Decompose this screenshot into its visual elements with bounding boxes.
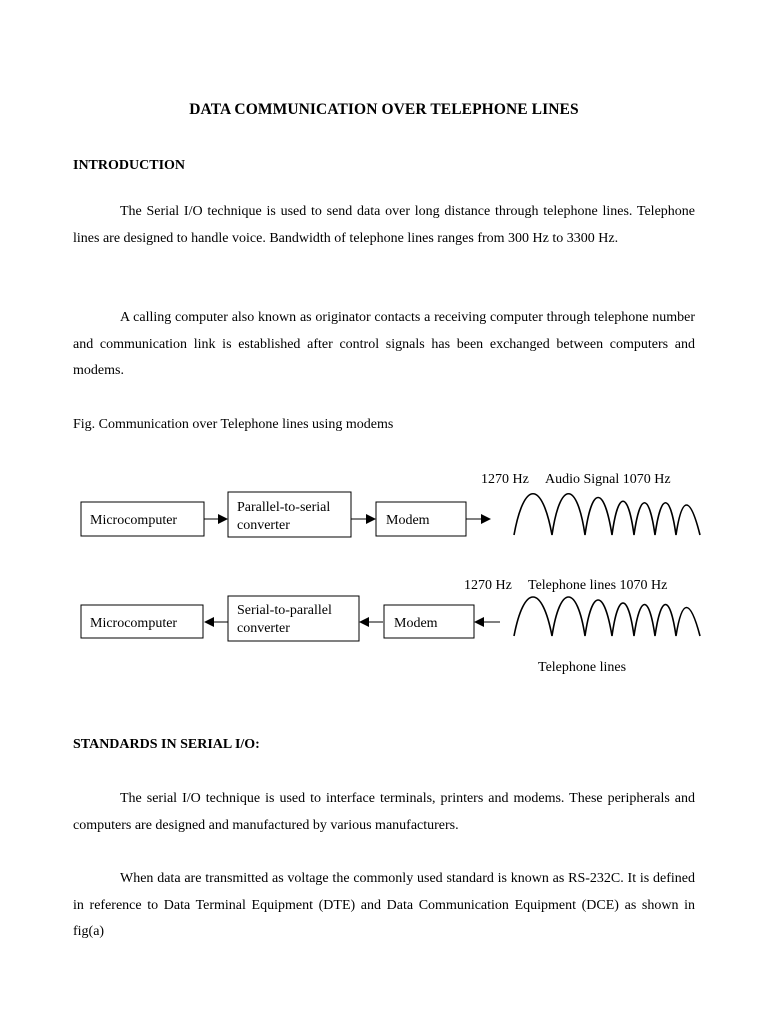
receive-converter-line1: Serial-to-parallel [237,603,332,618]
receive-modem-label: Modem [394,616,438,631]
receive-telephone-wave [514,597,700,636]
telephone-lines-label: Telephone lines [538,660,627,675]
transmit-freq-high: 1270 Hz [481,472,529,487]
receive-signal-label: Telephone lines 1070 Hz [528,578,668,593]
transmit-audio-wave [514,494,700,535]
paragraph-standards-1: The serial I/O technique is used to interface terminals, printers and modems. These peripherals and computers are designed and manufactured by various manufacturers. [73,791,695,833]
section-heading-standards: STANDARDS IN SERIAL I/O: [73,737,260,752]
paragraph-intro-1: The Serial I/O technique is used to send data over long distance through telephone lines. Telephone lines are designed to handle voice. Bandwidth of telephone lines ranges from 300 Hz to 3300 Hz. [73,204,695,246]
paragraph-intro-2: A calling computer also known as originator contacts a receiving computer through telephone number and communication link is established after control signals has been exchanged between computers and modems. [73,310,695,378]
transmit-microcomputer-label: Microcomputer [90,513,178,528]
transmit-modem-label: Modem [386,513,430,528]
transmit-converter-line1: Parallel-to-serial [237,500,331,515]
receive-microcomputer-label: Microcomputer [90,616,178,631]
paragraph-standards-2: When data are transmitted as voltage the commonly used standard is known as RS-232C. It is defined in reference to Data Terminal Equipment (DTE) and Data Communication Equipment (DCE) as shown in fig(a) [73,871,695,939]
page-title: DATA COMMUNICATION OVER TELEPHONE LINES [189,101,579,118]
receive-freq-high: 1270 Hz [464,578,512,593]
modem-communication-diagram [0,460,768,690]
transmit-signal-label: Audio Signal 1070 Hz [545,472,671,487]
receive-converter-line2: converter [237,621,290,636]
transmit-converter-line2: converter [237,518,290,533]
section-heading-introduction: INTRODUCTION [73,158,186,173]
figure-caption: Fig. Communication over Telephone lines using modems [73,417,394,432]
